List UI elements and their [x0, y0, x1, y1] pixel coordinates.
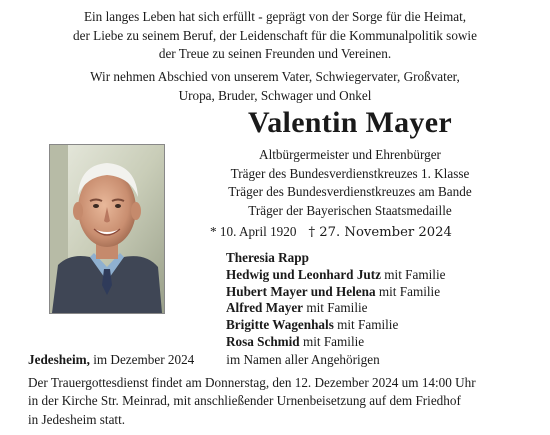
place-date-line: [28, 351, 380, 369]
deceased-name: Valentin Mayer: [248, 106, 452, 139]
list-item: [226, 250, 445, 267]
place-date: im Dezember 2024: [93, 352, 195, 367]
intro-line: Ein langes Leben hat sich erfüllt - geprägt von der Sorge für die Heimat,: [83, 9, 467, 24]
farewell-line: Wir nehmen Abschied von unserem Vater, Schwiegervater, Großvater,: [90, 69, 460, 84]
service-line: Der Trauergottesdienst findet am Donnerstag, den 12. Dezember 2024 um 14:00 Uhr: [28, 375, 476, 390]
mourner-name: Alfred Mayer: [226, 300, 304, 316]
service-line: in der Kirche Str. Meinrad, mit anschließender Urnenbeisetzung auf dem Friedhof: [28, 393, 461, 409]
portrait-image: [50, 145, 164, 313]
mourner-suffix: mit Familie: [378, 283, 441, 299]
portrait-photo: [49, 144, 165, 314]
title-line: Träger des Bundesverdienstkreuzes 1. Klasse: [230, 165, 470, 181]
birth-date: * 10. April 1920: [210, 224, 297, 239]
death-date: † 27. November 2024: [308, 225, 452, 240]
life-dates: [210, 223, 452, 242]
mourner-name: Brigitte Wagenhals: [226, 317, 334, 333]
honorary-titles: [150, 146, 550, 220]
relatives-note: im Namen aller Angehörigen: [226, 352, 380, 367]
mourner-name: Hubert Mayer und Helena: [226, 283, 376, 299]
list-item: [226, 267, 445, 284]
place-town: Jedesheim,: [28, 352, 90, 367]
mourner-suffix: mit Familie: [306, 300, 368, 316]
title-line: Altbürgermeister und Ehrenbürger: [259, 147, 441, 162]
title-line: Träger des Bundesverdienstkreuzes am Bande: [228, 184, 472, 199]
mourner-suffix: mit Familie: [337, 317, 399, 333]
mourner-suffix: mit Familie: [302, 333, 365, 349]
mourner-name: Theresia Rapp: [226, 250, 309, 265]
list-item: [226, 284, 445, 301]
intro-text: [0, 8, 550, 64]
list-item: [226, 334, 445, 351]
title-line: Träger der Bayerischen Staatsmedaille: [248, 202, 452, 218]
service-info: [28, 374, 528, 429]
mourner-name: Hedwig und Leonhard Jutz: [226, 266, 381, 282]
farewell-line: Uropa, Bruder, Schwager und Onkel: [178, 87, 372, 103]
mourner-suffix: mit Familie: [384, 266, 446, 282]
farewell-text: [0, 68, 550, 105]
mourner-name: Rosa Schmid: [226, 333, 300, 349]
list-item: [226, 317, 445, 334]
intro-line: der Liebe zu seinem Beruf, der Leidenschaft für die Kommunalpolitik sowie: [73, 27, 477, 43]
intro-line: der Treue zu seinen Freunden und Vereinen.: [158, 46, 392, 61]
mourners-list: [226, 250, 445, 351]
service-line: in Jedesheim statt.: [28, 411, 126, 427]
list-item: [226, 300, 445, 317]
